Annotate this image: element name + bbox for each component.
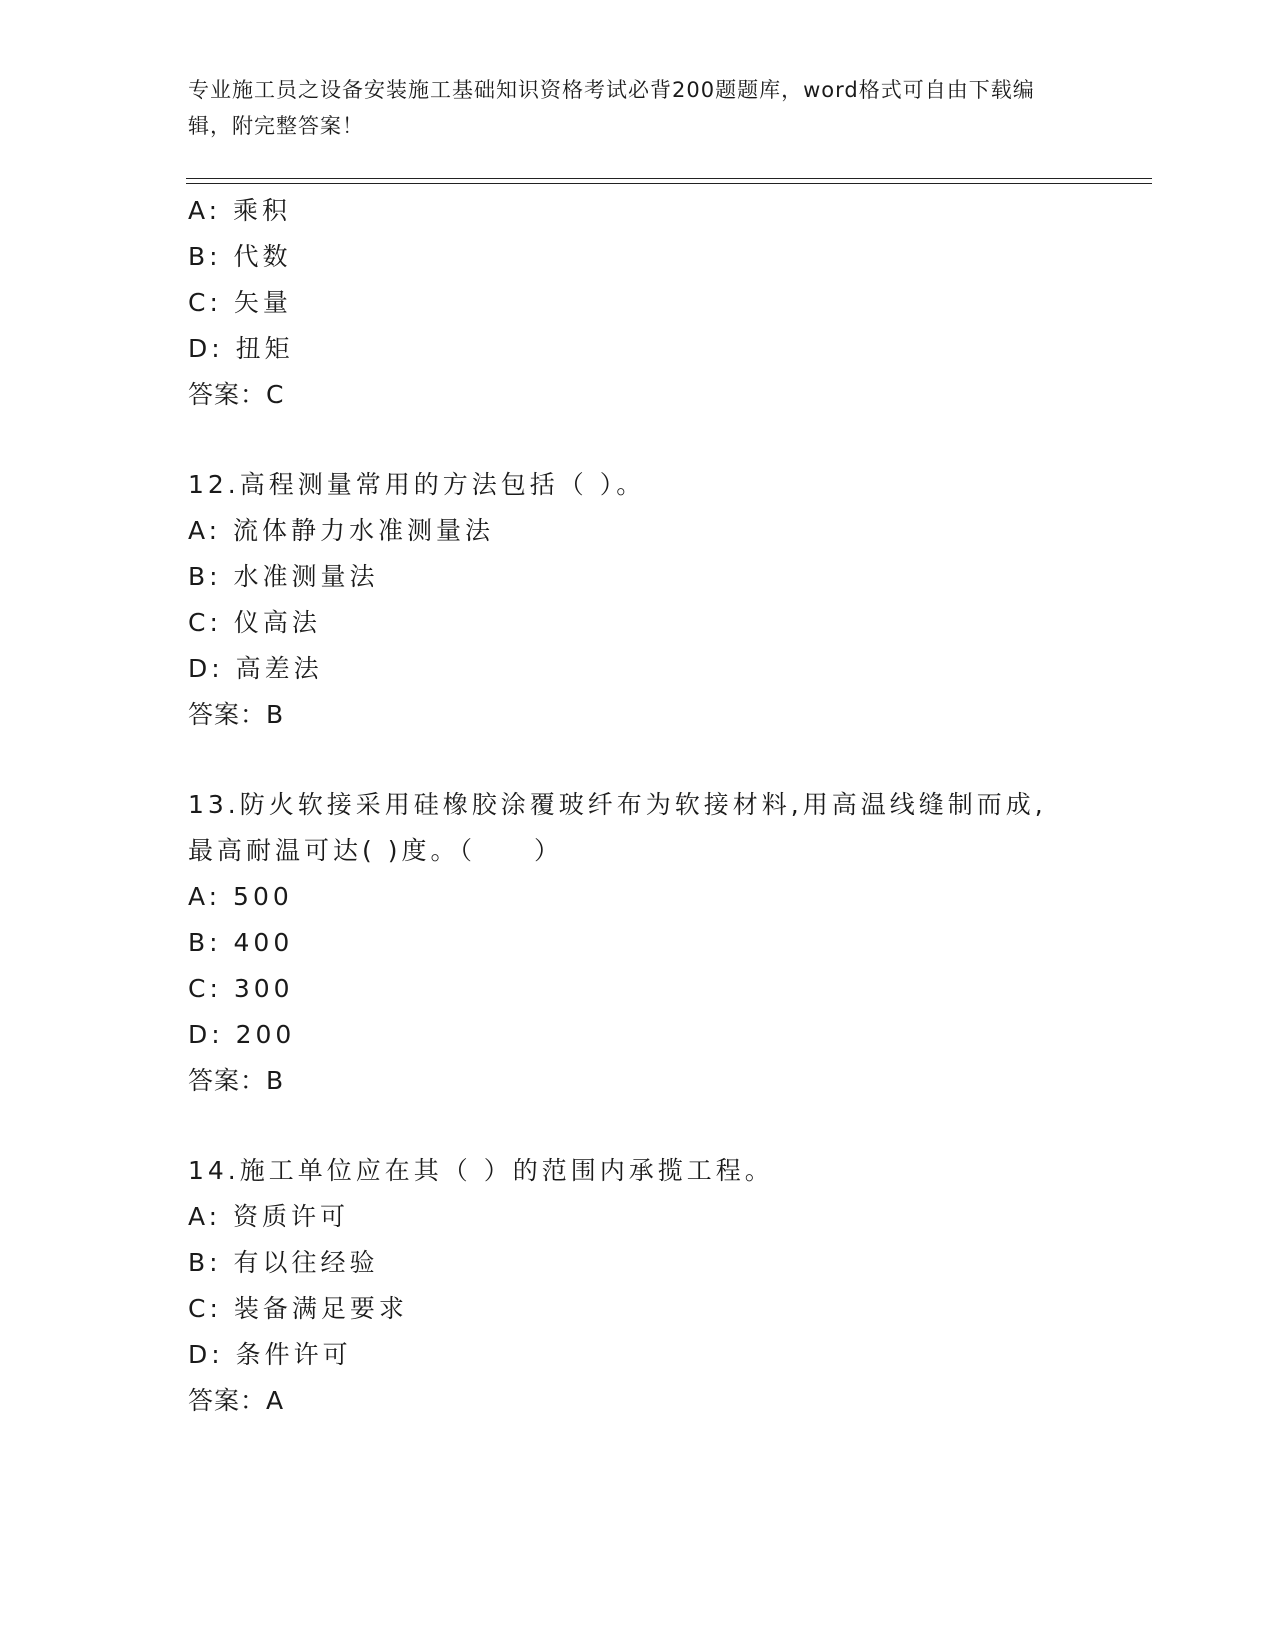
option-b: B: 代数 <box>188 242 292 271</box>
question-block <box>188 782 1088 1104</box>
option-c: C: 装备满足要求 <box>188 1294 408 1323</box>
option-d: D: 扭矩 <box>188 334 294 363</box>
question-block <box>188 1148 1088 1424</box>
option-a: A: 流体静力水准测量法 <box>188 516 495 545</box>
option-a: A: 资质许可 <box>188 1202 350 1231</box>
option-c: C: 矢量 <box>188 288 292 317</box>
option-d: D: 高差法 <box>188 654 323 683</box>
answer-line: 答案：B <box>188 1066 285 1095</box>
question-stem: 13.防火软接采用硅橡胶涂覆玻纤布为软接材料,用高温线缝制而成,最高耐温可达( )度。（ ） <box>188 790 1047 865</box>
answer-line: 答案：B <box>188 700 285 729</box>
question-list <box>188 188 1088 1424</box>
header-rule-bottom <box>186 183 1152 184</box>
option-d: D: 200 <box>188 1020 296 1049</box>
document-title: 专业施工员之设备安装施工基础知识资格考试必背200题题库，word格式可自由下载编辑，附完整答案！ <box>188 78 1035 138</box>
option-a: A: 乘积 <box>188 196 292 225</box>
question-block <box>188 188 1088 418</box>
question-stem: 12.高程测量常用的方法包括（ ）。 <box>188 470 646 499</box>
option-b: B: 水准测量法 <box>188 562 379 591</box>
answer-line: 答案：A <box>188 1386 285 1415</box>
option-a: A: 500 <box>188 882 293 911</box>
header-rule-top <box>186 178 1152 179</box>
option-c: C: 300 <box>188 974 294 1003</box>
option-d: D: 条件许可 <box>188 1340 352 1369</box>
option-c: C: 仪高法 <box>188 608 321 637</box>
question-stem: 14.施工单位应在其（ ）的范围内承揽工程。 <box>188 1156 774 1185</box>
option-b: B: 有以往经验 <box>188 1248 379 1277</box>
question-block <box>188 462 1088 738</box>
answer-line: 答案：C <box>188 380 285 409</box>
option-b: B: 400 <box>188 928 294 957</box>
